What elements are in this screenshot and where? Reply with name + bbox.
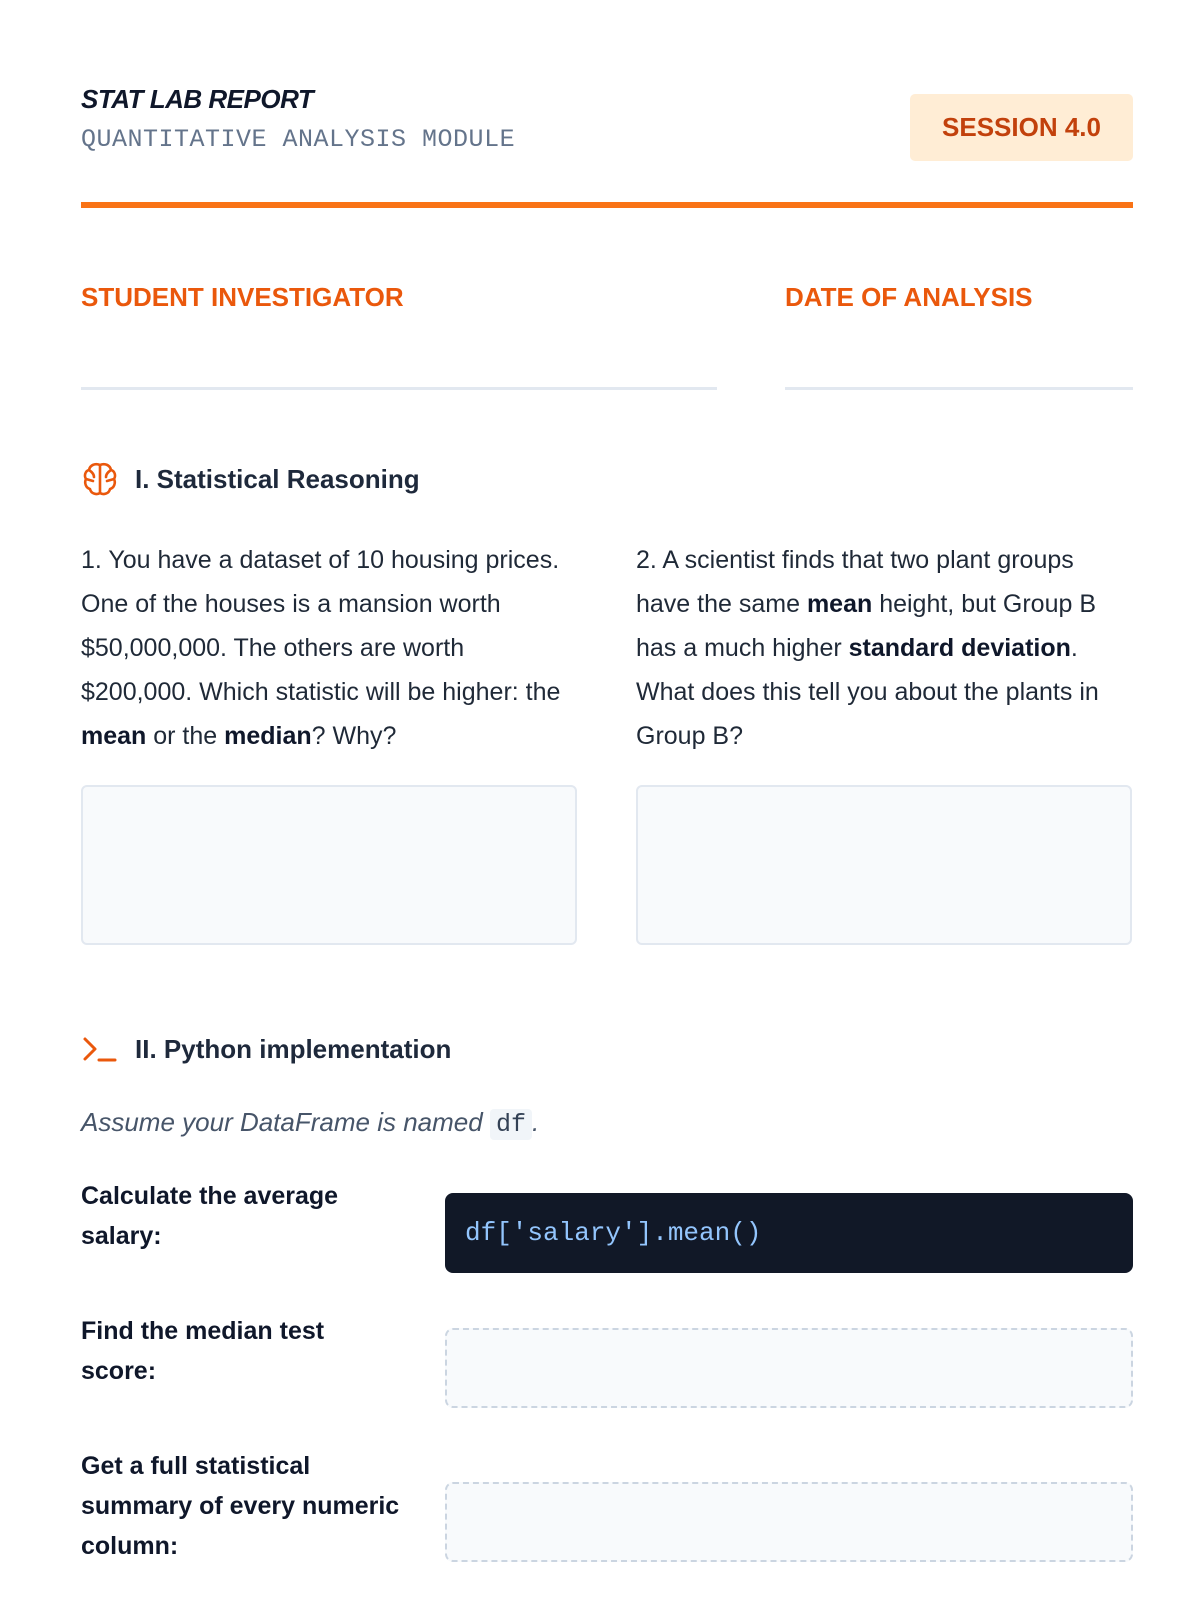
question-2-emphasis-std: standard deviation (848, 634, 1071, 662)
question-2 (636, 538, 1132, 758)
report-header (81, 84, 1133, 164)
question-2-emphasis-mean: mean (806, 590, 873, 618)
student-investigator-label: STUDENT INVESTIGATOR (81, 282, 404, 312)
report-title: STAT LAB REPORT (81, 84, 314, 114)
section-statistical-reasoning (81, 460, 420, 498)
code-answer-input[interactable] (445, 1482, 1133, 1562)
lab-report-page (81, 0, 1133, 1600)
task-label: Find the median test score: (81, 1317, 325, 1385)
question-2-text: height, but Group B has a much higher (636, 590, 1097, 662)
date-of-analysis-label: DATE OF ANALYSIS (785, 282, 1033, 312)
inline-code-df: df (490, 1109, 532, 1140)
question-1-answer-box[interactable] (81, 785, 577, 945)
question-1-emphasis-mean: mean (81, 722, 147, 750)
report-subtitle: QUANTITATIVE ANALYSIS MODULE (81, 125, 516, 154)
code-answer-input[interactable] (445, 1328, 1133, 1408)
task-label: Get a full statistical summary of every numeric column: (81, 1452, 400, 1560)
question-1-text: or the (146, 722, 225, 750)
code-answer-filled[interactable] (445, 1193, 1133, 1273)
question-2-text: 2. A scientist finds that two plant groups have the same (636, 546, 1074, 618)
brain-icon (81, 460, 119, 498)
dataframe-note (81, 1107, 539, 1139)
question-2-text: . What does this tell you about the plants in Group B? (636, 634, 1099, 750)
session-badge: SESSION 4.0 (910, 94, 1133, 161)
student-investigator-field[interactable] (81, 387, 717, 390)
note-suffix: . (531, 1107, 540, 1137)
terminal-icon (81, 1030, 119, 1068)
section-title: II. Python implementation (135, 1033, 452, 1064)
question-2-answer-box[interactable] (636, 785, 1132, 945)
section-title: I. Statistical Reasoning (135, 463, 420, 494)
code-text: df['salary'].mean() (465, 1218, 762, 1248)
section-python-implementation (81, 1030, 451, 1068)
date-of-analysis-field[interactable] (785, 387, 1133, 390)
note-text: Assume your DataFrame is named (81, 1107, 490, 1137)
task-label: Calculate the average salary: (81, 1182, 339, 1250)
header-divider (81, 202, 1133, 208)
question-1 (81, 538, 577, 758)
question-1-text: 1. You have a dataset of 10 housing prices. One of the houses is a mansion worth $50,000,000. The others are worth $200,000. Which statistic will be higher: the (81, 546, 561, 706)
question-1-text: ? Why? (311, 722, 397, 750)
question-1-emphasis-median: median (224, 722, 312, 750)
